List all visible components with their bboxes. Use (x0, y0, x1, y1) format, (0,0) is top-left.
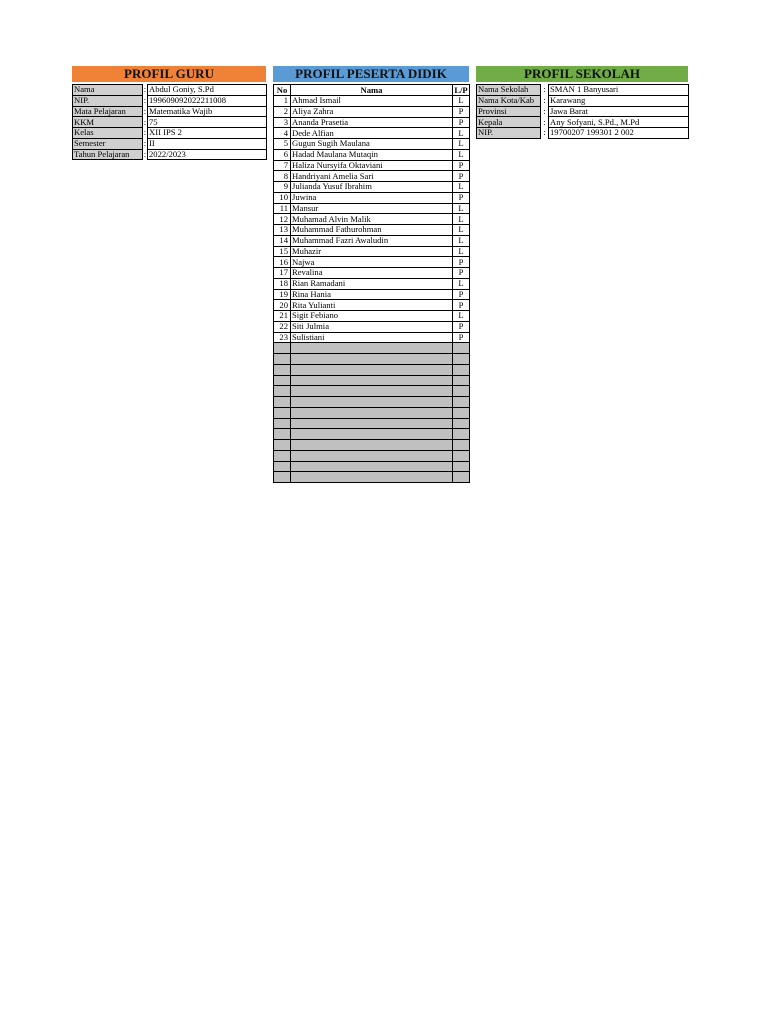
sekolah-label: Provinsi (477, 106, 541, 117)
student-gender: L (453, 96, 470, 107)
empty-student-row (274, 386, 470, 397)
student-name: Rita Yulianti (291, 300, 453, 311)
student-no: 11 (274, 203, 291, 214)
student-row (274, 96, 470, 107)
student-name: Siti Julmia (291, 321, 453, 332)
empty-cell (453, 375, 470, 386)
empty-student-row (274, 418, 470, 429)
student-row (274, 321, 470, 332)
student-gender: P (453, 268, 470, 279)
empty-cell (291, 375, 453, 386)
guru-row (73, 117, 267, 128)
empty-cell (291, 354, 453, 365)
student-gender: L (453, 182, 470, 193)
empty-cell (453, 440, 470, 451)
student-no: 10 (274, 192, 291, 203)
empty-cell (274, 354, 291, 365)
sekolah-row (477, 95, 689, 106)
student-gender: L (453, 214, 470, 225)
empty-student-row (274, 364, 470, 375)
guru-label: NIP. (73, 95, 143, 106)
sekolah-label: Nama Kota/Kab (477, 95, 541, 106)
sekolah-value: Any Sofyani, S.Pd., M.Pd (549, 117, 689, 128)
student-name: Sigit Febiano (291, 311, 453, 322)
student-gender: P (453, 160, 470, 171)
profil-guru-header: PROFIL GURU (72, 66, 266, 82)
sekolah-value: Jawa Barat (549, 106, 689, 117)
student-row (274, 182, 470, 193)
peserta-table-header-row (274, 85, 470, 96)
empty-cell (453, 354, 470, 365)
student-no: 2 (274, 106, 291, 117)
student-no: 23 (274, 332, 291, 343)
guru-label: Semester (73, 138, 143, 149)
empty-cell (291, 440, 453, 451)
empty-cell (274, 472, 291, 483)
student-name: Haliza Nursyifa Oktaviani (291, 160, 453, 171)
guru-value: 2022/2023 (148, 149, 267, 160)
col-lp-header: L/P (454, 84, 468, 95)
student-row (274, 128, 470, 139)
student-row (274, 139, 470, 150)
student-row (274, 246, 470, 257)
student-name: Dede Alfian (291, 128, 453, 139)
empty-cell (291, 461, 453, 472)
student-row (274, 149, 470, 160)
sekolah-separator: : (543, 127, 546, 138)
sekolah-label: Nama Sekolah (477, 85, 541, 96)
student-no: 1 (274, 96, 291, 107)
sekolah-label: Kepala (477, 117, 541, 128)
empty-cell (274, 364, 291, 375)
empty-cell (453, 397, 470, 408)
guru-label: Mata Pelajaran (73, 106, 143, 117)
student-name: Rian Ramadani (291, 278, 453, 289)
student-row (274, 106, 470, 117)
student-name: Revalina (291, 268, 453, 279)
sekolah-row (477, 85, 689, 96)
student-name: Ahmad Ismail (291, 96, 453, 107)
student-row (274, 192, 470, 203)
guru-label: Nama (73, 85, 143, 96)
student-no: 4 (274, 128, 291, 139)
guru-row (73, 95, 267, 106)
empty-cell (274, 407, 291, 418)
student-name: Gugun Sugih Maulana (291, 139, 453, 150)
student-gender: P (453, 332, 470, 343)
guru-value: Matematika Wajib (148, 106, 267, 117)
student-no: 5 (274, 139, 291, 150)
empty-cell (291, 364, 453, 375)
guru-separator: : (143, 116, 147, 127)
empty-student-row (274, 429, 470, 440)
guru-value: Abdul Goniy, S.Pd (148, 85, 267, 96)
student-no: 17 (274, 268, 291, 279)
empty-student-row (274, 354, 470, 365)
guru-value: 75 (148, 117, 267, 128)
empty-cell (291, 407, 453, 418)
student-name: Najwa (291, 257, 453, 268)
student-no: 14 (274, 235, 291, 246)
sekolah-separator: : (543, 106, 546, 116)
student-no: 16 (274, 257, 291, 268)
empty-student-row (274, 397, 470, 408)
student-row (274, 117, 470, 128)
student-no: 21 (274, 311, 291, 322)
guru-separator: : (143, 138, 147, 149)
empty-cell (291, 386, 453, 397)
student-gender: L (453, 246, 470, 257)
student-no: 9 (274, 182, 291, 193)
sekolah-separator: : (543, 116, 546, 127)
empty-cell (453, 472, 470, 483)
sekolah-row (477, 128, 689, 139)
empty-cell (453, 418, 470, 429)
guru-value: 199609092022211008 (148, 95, 267, 106)
empty-cell (453, 343, 470, 354)
empty-cell (453, 407, 470, 418)
student-no: 22 (274, 321, 291, 332)
empty-cell (291, 472, 453, 483)
guru-label: Kelas (73, 128, 143, 139)
sekolah-label: NIP. (477, 128, 541, 139)
student-no: 8 (274, 171, 291, 182)
student-gender: L (453, 139, 470, 150)
guru-row (73, 149, 267, 160)
empty-cell (453, 364, 470, 375)
peserta-table (273, 84, 470, 483)
empty-cell (453, 450, 470, 461)
empty-student-row (274, 440, 470, 451)
student-no: 20 (274, 300, 291, 311)
student-name: Mansur (291, 203, 453, 214)
student-gender: L (453, 203, 470, 214)
sekolah-value: 19700207 199301 2 002 (549, 128, 689, 139)
empty-student-row (274, 461, 470, 472)
student-no: 6 (274, 149, 291, 160)
profil-guru-table (72, 84, 267, 160)
empty-cell (453, 429, 470, 440)
empty-cell (453, 461, 470, 472)
student-row (274, 171, 470, 182)
guru-separator: : (143, 127, 147, 138)
student-row (274, 203, 470, 214)
guru-separator: : (143, 84, 147, 95)
guru-row (73, 138, 267, 149)
student-row (274, 332, 470, 343)
profil-peserta-panel (273, 66, 469, 483)
student-gender: P (453, 257, 470, 268)
student-gender: L (453, 149, 470, 160)
empty-cell (274, 397, 291, 408)
guru-row (73, 85, 267, 96)
student-gender: L (453, 278, 470, 289)
student-row (274, 289, 470, 300)
student-row (274, 268, 470, 279)
student-row (274, 311, 470, 322)
col-nama-header: Nama (291, 85, 453, 96)
student-no: 13 (274, 225, 291, 236)
guru-row (73, 106, 267, 117)
student-name: Hadad Maulana Mutaqin (291, 149, 453, 160)
empty-cell (453, 386, 470, 397)
empty-cell (274, 386, 291, 397)
student-row (274, 257, 470, 268)
student-row (274, 300, 470, 311)
student-row (274, 225, 470, 236)
sekolah-row (477, 117, 689, 128)
student-no: 15 (274, 246, 291, 257)
sekolah-row (477, 106, 689, 117)
student-gender: P (453, 171, 470, 182)
student-gender: L (453, 311, 470, 322)
empty-cell (274, 461, 291, 472)
student-row (274, 235, 470, 246)
sekolah-separator: : (543, 95, 546, 106)
student-name: Muhamad Alvin Malik (291, 214, 453, 225)
guru-value: II (148, 138, 267, 149)
student-name: Sulistiani (291, 332, 453, 343)
empty-cell (291, 397, 453, 408)
student-gender: P (453, 300, 470, 311)
student-name: Julianda Yusuf Ibrahim (291, 182, 453, 193)
guru-separator: : (143, 95, 147, 106)
guru-value: XII IPS 2 (148, 128, 267, 139)
student-name: Ananda Prasetia (291, 117, 453, 128)
student-no: 12 (274, 214, 291, 225)
empty-cell (291, 450, 453, 461)
guru-separator: : (143, 106, 147, 116)
student-gender: P (453, 106, 470, 117)
student-row (274, 160, 470, 171)
empty-student-row (274, 375, 470, 386)
empty-cell (274, 375, 291, 386)
guru-row (73, 128, 267, 139)
student-no: 3 (274, 117, 291, 128)
profil-sekolah-table (476, 84, 689, 139)
sekolah-separator: : (543, 84, 546, 95)
student-name: Muhammad Fathurohman (291, 225, 453, 236)
profil-sekolah-panel (476, 66, 688, 139)
student-gender: P (453, 321, 470, 332)
empty-cell (274, 429, 291, 440)
student-gender: P (453, 289, 470, 300)
col-no-header: No (274, 85, 291, 96)
student-gender: L (453, 225, 470, 236)
empty-cell (274, 418, 291, 429)
guru-separator: : (143, 149, 147, 159)
empty-cell (291, 429, 453, 440)
student-gender: L (453, 235, 470, 246)
student-name: Muhazir (291, 246, 453, 257)
student-no: 18 (274, 278, 291, 289)
profil-peserta-header: PROFIL PESERTA DIDIK (273, 66, 469, 82)
student-gender: L (453, 128, 470, 139)
student-name: Aliya Zahra (291, 106, 453, 117)
student-name: Handriyani Amelia Sari (291, 171, 453, 182)
student-row (274, 214, 470, 225)
profil-guru-panel (72, 66, 266, 160)
empty-cell (291, 418, 453, 429)
sekolah-value: SMAN 1 Banyusari (549, 85, 689, 96)
empty-cell (274, 440, 291, 451)
empty-cell (291, 343, 453, 354)
sekolah-value: Karawang (549, 95, 689, 106)
student-no: 7 (274, 160, 291, 171)
student-name: Muhammad Fazri Awaludin (291, 235, 453, 246)
empty-student-row (274, 472, 470, 483)
student-no: 19 (274, 289, 291, 300)
student-row (274, 278, 470, 289)
profil-sekolah-header: PROFIL SEKOLAH (476, 66, 688, 82)
guru-label: Tahun Pelajaran (73, 149, 143, 160)
empty-student-row (274, 343, 470, 354)
student-name: Rina Hania (291, 289, 453, 300)
empty-student-row (274, 450, 470, 461)
student-name: Juwina (291, 192, 453, 203)
student-gender: P (453, 192, 470, 203)
guru-label: KKM (73, 117, 143, 128)
empty-cell (274, 450, 291, 461)
student-gender: P (453, 117, 470, 128)
empty-student-row (274, 407, 470, 418)
empty-cell (274, 343, 291, 354)
